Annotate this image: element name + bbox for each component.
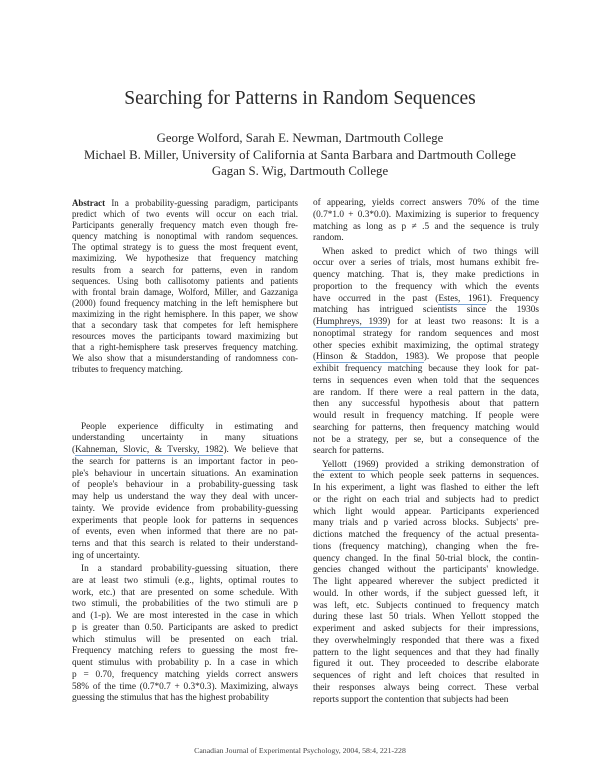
text-line: of appearing, yields correct answers 70% of the time: [313, 198, 539, 208]
author-line: Michael B. Miller, University of California at Santa Barbara and Dartmouth College: [84, 147, 516, 162]
text-line: of events, even when informed that there are no pat-: [72, 527, 298, 538]
text-line: dictions matched the frequency of the actual presenta-: [313, 530, 539, 540]
text-line: resources moves the participants toward maximizing but: [72, 331, 298, 342]
text-line: quency changed. In the final 50-trial block, the contin-: [313, 553, 539, 564]
text-line: many trials and p varied across blocks. Subjects' pre-: [313, 518, 539, 529]
text-line: (Humphreys, 1939) for at least two reasons: It is a: [313, 317, 539, 327]
paragraph: [313, 460, 539, 707]
text-line: We also show that a misunderstanding of randomness con-: [72, 353, 298, 364]
right-column: [313, 198, 539, 708]
author-line: Gagan S. Wig, Dartmouth College: [211, 164, 389, 178]
citation-link[interactable]: Humphreys, 1939: [316, 317, 388, 327]
paragraph: [72, 422, 298, 563]
text-line: (Kahneman, Slovic, & Tversky, 1982). We believe that: [72, 445, 298, 455]
text-line: then any successful hypothesis about that pattern: [313, 399, 539, 410]
body-text-left: [72, 422, 298, 706]
text-line: random.: [313, 233, 344, 244]
text-line: that a secondary task that competes for left hemisphere: [72, 320, 298, 331]
text-line: terns and that this search is related to their understand-: [72, 539, 298, 549]
text-line: tributes to frequency matching.: [72, 364, 183, 375]
text-line: ple's behaviour in uncertain situations. An examination: [72, 468, 298, 479]
text-line: proportion to the frequency with which the events: [313, 281, 539, 292]
text-line: Frequency matching refers to guessing the most fre-: [72, 646, 298, 657]
journal-footer: Canadian Journal of Experimental Psychology, 2004, 58:4, 221-228: [194, 746, 406, 755]
text-line: work, etc.) that are presented on some schedule. With: [72, 587, 298, 598]
text-line: quent stimulus with probability p. In a case in which: [72, 658, 298, 668]
text-line: When asked to predict which of two things will: [322, 246, 539, 257]
text-line: terns in sequences even when told that the sequences: [313, 375, 539, 386]
text-line: (Hinson & Staddon, 1983). We propose that people: [313, 352, 539, 363]
text-line: experiment and asked subjects for their impressions,: [313, 624, 539, 634]
text-line: People experience difficulty in estimating and: [81, 421, 298, 432]
text-line: have occurred in the past (Estes, 1961). Frequency: [313, 293, 539, 304]
text-line: In his experiment, a light was flashed to either the left: [313, 483, 539, 493]
text-line: which stimulus will be presented on each trial.: [72, 634, 298, 645]
text-line: the extent to which people seek patterns in sequences.: [313, 471, 539, 482]
text-line: quency matching is nonoptimal with random sequences.: [72, 231, 298, 242]
text-line: p = 0.70, frequency matching yields correct answers: [72, 669, 298, 680]
text-line: maximizing in the right hemisphere. In this paper, we show: [72, 308, 298, 319]
text-line: In a standard probability-guessing situation, there: [81, 564, 298, 574]
text-line: pattern to the light sequences and that they had finally: [313, 647, 539, 658]
text-line: sequences of right and left choices that resulted in: [313, 671, 539, 681]
text-line: results from a search for patterns, even in random: [72, 264, 298, 275]
text-line: occur over a series of trials, most humans exhibit fre-: [313, 258, 539, 269]
text-line: maximizing. We hypothesize that frequency matching: [72, 253, 298, 264]
paragraph: [313, 247, 539, 459]
text-line: matching has intrigued scientists since the 1930s: [313, 305, 539, 316]
text-line: understanding uncertainty in many situations: [72, 433, 298, 444]
text-line: guessing the stimulus that has the highest probability: [72, 693, 270, 704]
abstract-label: Abstract: [72, 198, 106, 208]
text-line: not be a strategy, per se, but a consequence of the: [313, 434, 539, 445]
text-line: would. In other words, if the subject guessed left, it: [313, 588, 539, 599]
text-line: that a right-hemisphere task preserves frequency matching.: [72, 342, 298, 353]
text-line: they overwhelmingly responded that there was a fixed: [313, 635, 539, 646]
text-line: which light would appear. Participants experienced: [313, 506, 539, 517]
text-line: nonoptimal strategy for random sequences and most: [313, 328, 539, 339]
paragraph: [72, 564, 298, 705]
text-line: their responses always being correct. These verbal: [313, 682, 539, 693]
text-line: predict which of two events will occur on each trial.: [72, 209, 298, 220]
text-line: was left, etc. Subjects continued to frequency match: [313, 600, 539, 611]
author-line: George Wolford, Sarah E. Newman, Dartmouth College: [156, 131, 444, 145]
text-line: experiments that people look for patterns in sequences: [72, 515, 298, 526]
citation-link[interactable]: Yellott (1969): [322, 459, 379, 470]
text-line: matching as long as p ≠ .5 and the sequence is truly: [313, 221, 539, 232]
text-line: figured it out. They proceeded to describe elaborate: [313, 659, 539, 670]
text-line: two stimuli, the probabilities of the two stimuli are p: [72, 599, 298, 610]
paragraph: [313, 198, 539, 245]
text-line: sequences. Using both callisotomy patients and patients: [72, 275, 298, 286]
text-line: the search for patterns is an important factor in peo-: [72, 456, 298, 467]
text-line: p is greater than 0.50. Participants are asked to predict: [72, 622, 298, 633]
text-line: are random. If there were a real pattern in the data,: [313, 387, 539, 398]
text-line: search for patterns.: [313, 446, 384, 457]
citation-link[interactable]: Kahneman, Slovic, & Tversky, 1982: [75, 445, 224, 455]
text-line: (2000) found frequency matching in the left hemisphere but: [72, 297, 298, 308]
citation-link[interactable]: Hinson & Staddon, 1983: [316, 352, 424, 363]
text-line: 58% of the time (0.7*0.7 + 0.3*0.3). Maximizing, always: [72, 681, 298, 692]
paper-title: Searching for Patterns in Random Sequences: [124, 88, 476, 109]
text-line: exhibit frequency matching because they look for pat-: [313, 364, 539, 374]
text-line: searching for patterns, then frequency matching would: [313, 422, 539, 433]
abstract-text: In a probability-guessing paradigm, participants: [105, 198, 298, 208]
text-line: gencies changed without the participants' knowledge.: [313, 565, 539, 576]
text-line: reports support the contention that subjects had been: [313, 694, 509, 705]
text-line: would result in frequency matching. If people were: [313, 411, 539, 421]
text-line: (0.7*1.0 + 0.3*0.0). Maximizing is superior to frequency: [313, 209, 539, 220]
text-line: ing of uncertainty.: [72, 550, 140, 561]
left-column: [72, 198, 298, 707]
text-line: other species exhibit maximizing, the optimal strategy: [313, 340, 539, 351]
text-line: during these last 50 trials. When Yellott stopped the: [313, 612, 539, 623]
abstract: [72, 198, 298, 376]
text-line: Yellott (1969) provided a striking demonstration of: [322, 459, 539, 470]
author-block: [0, 130, 600, 180]
text-line: tions (frequency matching), changing when the fre-: [313, 541, 539, 552]
text-line: Participants generally frequency match even though fre-: [72, 220, 298, 231]
citation-link[interactable]: Estes, 1961: [438, 293, 487, 304]
text-line: are at least two stimuli (e.g., lights, optimal routes to: [72, 575, 298, 586]
text-line: The light appeared wherever the subject predicted it: [313, 577, 539, 587]
text-line: tainty. We provide evidence from probability-guessing: [72, 503, 298, 514]
text-line: quency matching. That is, they make predictions in: [313, 270, 539, 280]
text-line: The optimal strategy is to guess the most frequent event,: [72, 242, 298, 253]
text-line: or the right on each trial and subjects had to predict: [313, 494, 539, 505]
text-line: with frontal brain damage, Wolford, Miller, and Gazzaniga: [72, 286, 298, 297]
text-line: [72, 198, 298, 209]
text-line: of people's behaviour in a probability-guessing task: [72, 480, 298, 491]
text-line: may help us understand the way they deal with uncer-: [72, 492, 298, 502]
text-line: and (1-p). We are most interested in the case in which: [72, 611, 298, 621]
